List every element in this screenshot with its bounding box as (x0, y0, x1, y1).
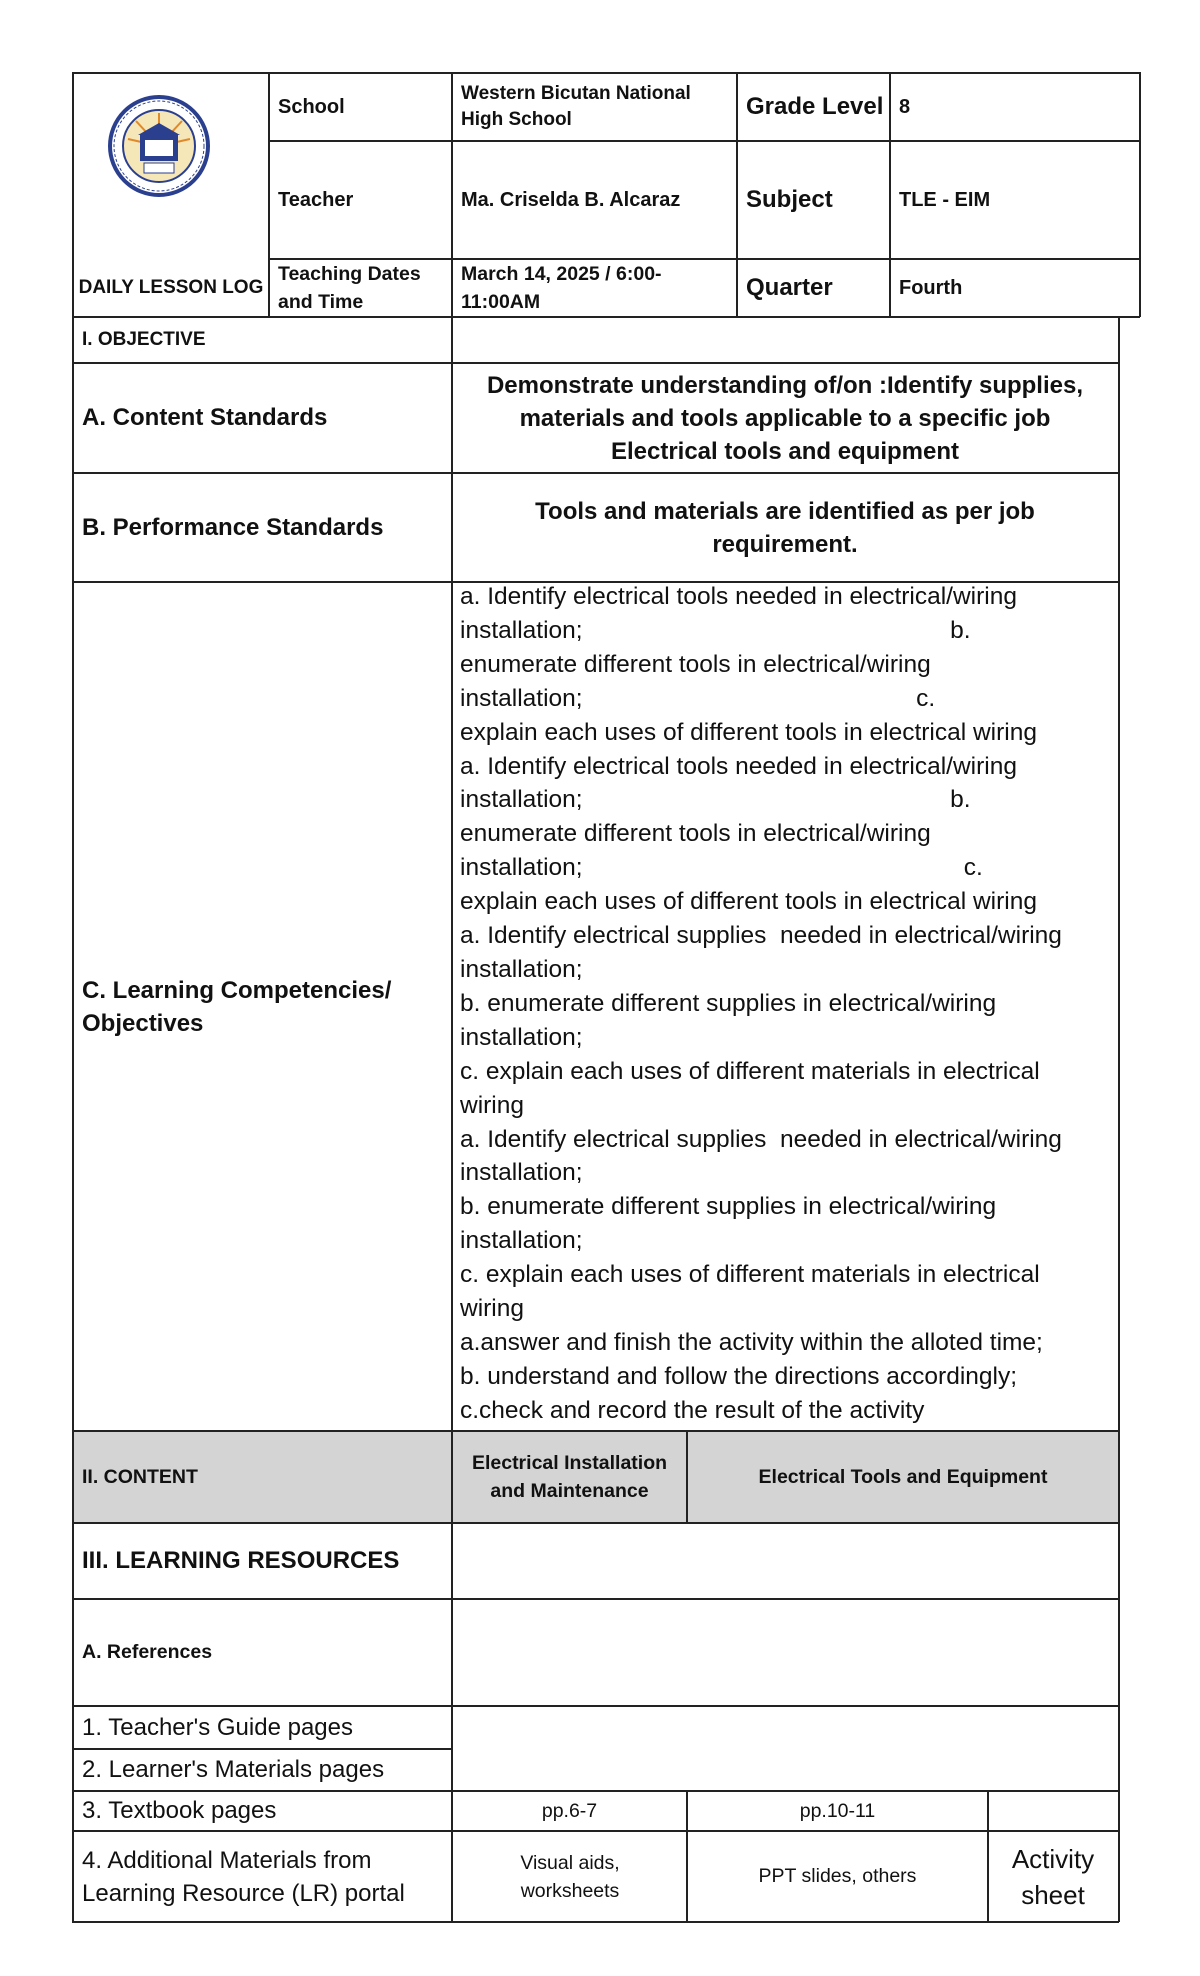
content-col1: Electrical Installation and Maintenance (471, 1452, 668, 1502)
competency-line: c.check and record the result of the activity (460, 1396, 925, 1424)
subject-value: TLE - EIM (899, 189, 991, 211)
competency-line: enumerate different tools in electrical/wiring (460, 650, 931, 678)
teachers-guide-label: 1. Teacher's Guide pages (82, 1713, 353, 1741)
additional-materials-label: 4. Additional Materials from Learning Resource (LR) portal (82, 1846, 405, 1907)
learning-competencies-label: C. Learning Competencies/ Objectives (82, 976, 392, 1037)
competency-line: enumerate different tools in electrical/wiring (460, 820, 931, 848)
additional-col2: PPT slides, others (758, 1865, 917, 1887)
competency-line: installation; b. (460, 616, 971, 644)
performance-standards-label: B. Performance Standards (82, 513, 384, 541)
school-label: School (278, 96, 345, 118)
competency-line: installation; c. (460, 854, 983, 882)
objective-heading: I. OBJECTIVE (82, 329, 206, 350)
competency-line: c. explain each uses of different materials in electrical (460, 1261, 1040, 1289)
competency-line: c. explain each uses of different materials in electrical (460, 1057, 1040, 1085)
competency-line: a. Identify electrical tools needed in electrical/wiring (460, 583, 1017, 610)
content-col2: Electrical Tools and Equipment (758, 1465, 1048, 1488)
additional-col3: Activity sheet (1011, 1843, 1095, 1910)
competency-line: b. enumerate different supplies in electrical/wiring (460, 989, 997, 1017)
content-heading: II. CONTENT (82, 1465, 198, 1488)
textbook-label: 3. Textbook pages (82, 1797, 277, 1824)
textbook-col2: pp.10-11 (799, 1799, 876, 1822)
competency-line: installation; c. (460, 684, 936, 712)
competency-line: explain each uses of different tools in electrical wiring (460, 718, 1037, 746)
content-standards-value: Demonstrate understanding of/on :Identify supplies, materials and tools applicable to a specific job Electrical tools and equipment (486, 371, 1084, 465)
quarter-value: Fourth (899, 276, 963, 299)
teaching-dates-value: March 14, 2025 / 6:00-11:00AM (461, 262, 662, 313)
performance-standards-value: Tools and materials are identified as per job requirement. (535, 497, 1035, 558)
learning-resources-heading: III. LEARNING RESOURCES (82, 1547, 400, 1574)
competency-line: b. understand and follow the directions accordingly; (460, 1362, 1018, 1390)
competency-line: installation; (460, 1159, 583, 1187)
teaching-dates-label: Teaching Dates and Time (278, 262, 421, 313)
competency-line: explain each uses of different tools in electrical wiring (460, 888, 1037, 916)
competency-line: installation; (460, 1023, 583, 1051)
competency-line: a.answer and finish the activity within the alloted time; (460, 1328, 1043, 1356)
competency-line: wiring (460, 1295, 524, 1323)
teacher-label: Teacher (278, 189, 354, 211)
grade-level-value: 8 (899, 96, 911, 118)
subject-label: Subject (746, 186, 833, 213)
school-value: Western Bicutan National High School (461, 83, 691, 130)
competency-line: b. enumerate different supplies in electrical/wiring (460, 1193, 997, 1221)
content-standards-label: A. Content Standards (82, 404, 328, 431)
competency-line: installation; (460, 955, 583, 983)
additional-col1: Visual aids, worksheets (520, 1851, 620, 1902)
learning-competencies-list (460, 580, 1100, 1428)
daily-lesson-log-label: DAILY LESSON LOG (78, 277, 264, 298)
references-label: A. References (82, 1641, 213, 1663)
textbook-col1: pp.6-7 (541, 1799, 598, 1822)
competency-line: a. Identify electrical supplies needed in electrical/wiring (460, 922, 1062, 950)
competency-line: wiring (460, 1091, 524, 1119)
quarter-label: Quarter (746, 273, 833, 301)
teacher-value: Ma. Criselda B. Alcaraz (461, 189, 681, 211)
competency-line: a. Identify electrical supplies needed in electrical/wiring (460, 1125, 1062, 1153)
school-logo (100, 95, 218, 197)
competency-line: installation; (460, 1227, 583, 1255)
competency-line: a. Identify electrical tools needed in electrical/wiring (460, 752, 1017, 780)
grade-level-label: Grade Level (746, 93, 884, 120)
learners-materials-label: 2. Learner's Materials pages (82, 1756, 385, 1783)
competency-line: installation; b. (460, 786, 971, 814)
